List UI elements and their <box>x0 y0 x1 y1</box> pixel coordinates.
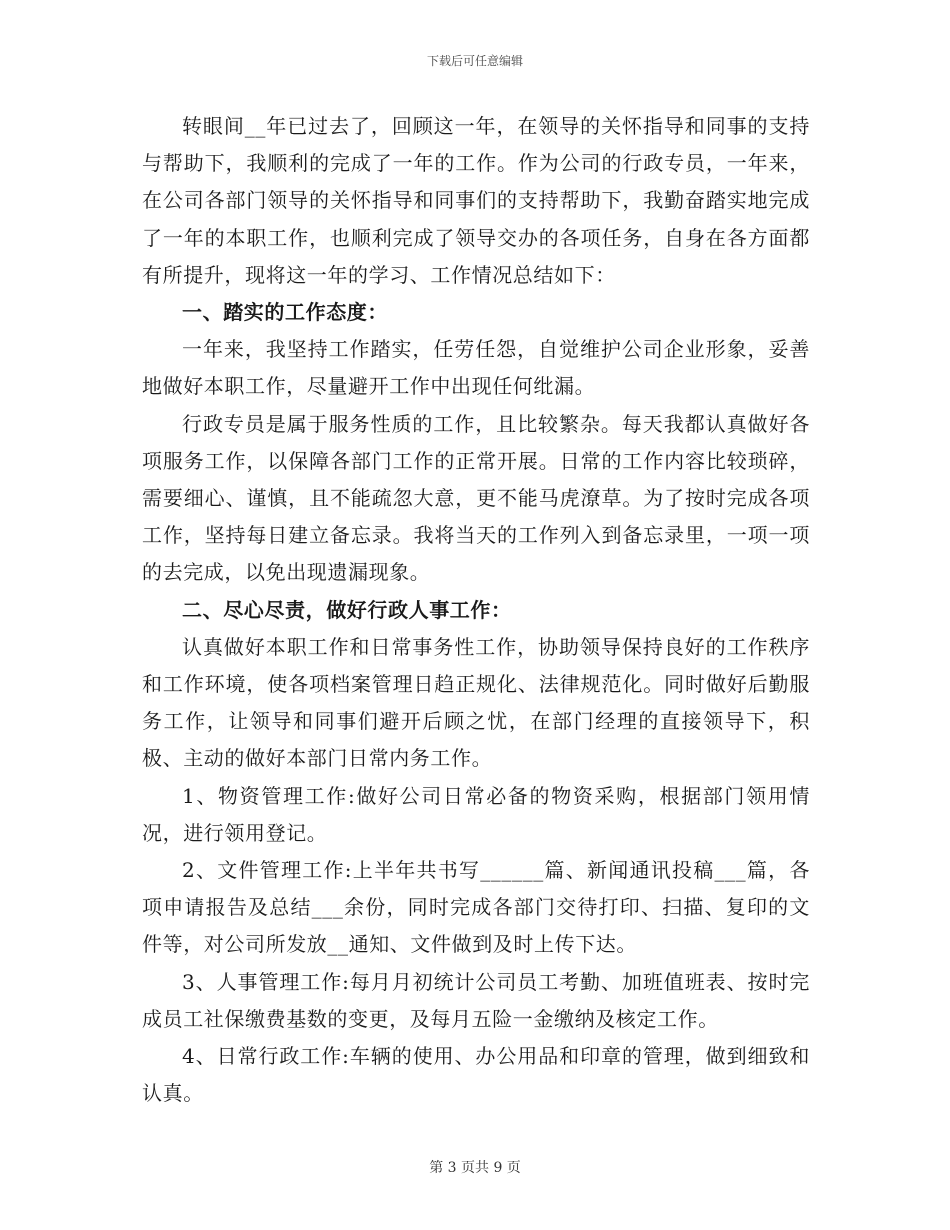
page-header: 下载后可任意编辑 <box>426 54 523 68</box>
paragraph-service-work: 行政专员是属于服务性质的工作，且比较繁杂。每天我都认真做好各项服务工作，以保障各部门工作的正常开展。日常的工作内容比较琐碎，需要细心、谨慎，且不能疏忽大意，更不能马虎潦草。为了按时完成各项工作，坚持每日建立备忘录。我将当天的工作列入到备忘录里，一项一项的去完成，以免出现遗漏现象。 <box>142 411 810 585</box>
section-heading-2: 二、尽心尽责，做好行政人事工作： <box>182 597 512 622</box>
page-number: 第 3 页共 9 页 <box>429 1160 521 1176</box>
list-item-documents: 2、文件管理工作:上半年共书写______篇、新闻通讯投稿___篇，各项申请报告及总结___余份，同时完成各部门交待打印、扫描、复印的文件等，对公司所发放__通知、文件做到及时上传下达。 <box>142 858 810 957</box>
paragraph-admin-duties: 认真做好本职工作和日常事务性工作，协助领导保持良好的工作秩序和工作环境，使各项档案管理日趋正规化、法律规范化。同时做好后勤服务工作，让领导和同事们避开后顾之忧，在部门经理的直接领导下，积极、主动的做好本部门日常内务工作。 <box>142 634 810 771</box>
section-heading-1: 一、踏实的工作态度： <box>182 300 388 325</box>
list-item-daily-admin: 4、日常行政工作:车辆的使用、办公用品和印章的管理，做到细致和认真。 <box>142 1044 810 1106</box>
list-item-personnel: 3、人事管理工作:每月月初统计公司员工考勤、加班值班表、按时完成员工社保缴费基数的变更，及每月五险一金缴纳及核定工作。 <box>142 969 810 1031</box>
paragraph-work-attitude: 一年来，我坚持工作踏实，任劳任怨，自觉维护公司企业形象，妥善地做好本职工作，尽量避开工作中出现任何纰漏。 <box>142 337 810 399</box>
document-body <box>142 108 810 1112</box>
list-item-materials: 1、物资管理工作:做好公司日常必备的物资采购，根据部门领用情况，进行领用登记。 <box>142 783 810 845</box>
intro-paragraph: 转眼间__年已过去了，回顾这一年，在领导的关怀指导和同事的支持与帮助下，我顺利的完成了一年的工作。作为公司的行政专员，一年来，在公司各部门领导的关怀指导和同事们的支持帮助下，我勤奋踏实地完成了一年的本职工作，也顺利完成了领导交办的各项任务，自身在各方面都有所提升，现将这一年的学习、工作情况总结如下： <box>142 114 810 287</box>
